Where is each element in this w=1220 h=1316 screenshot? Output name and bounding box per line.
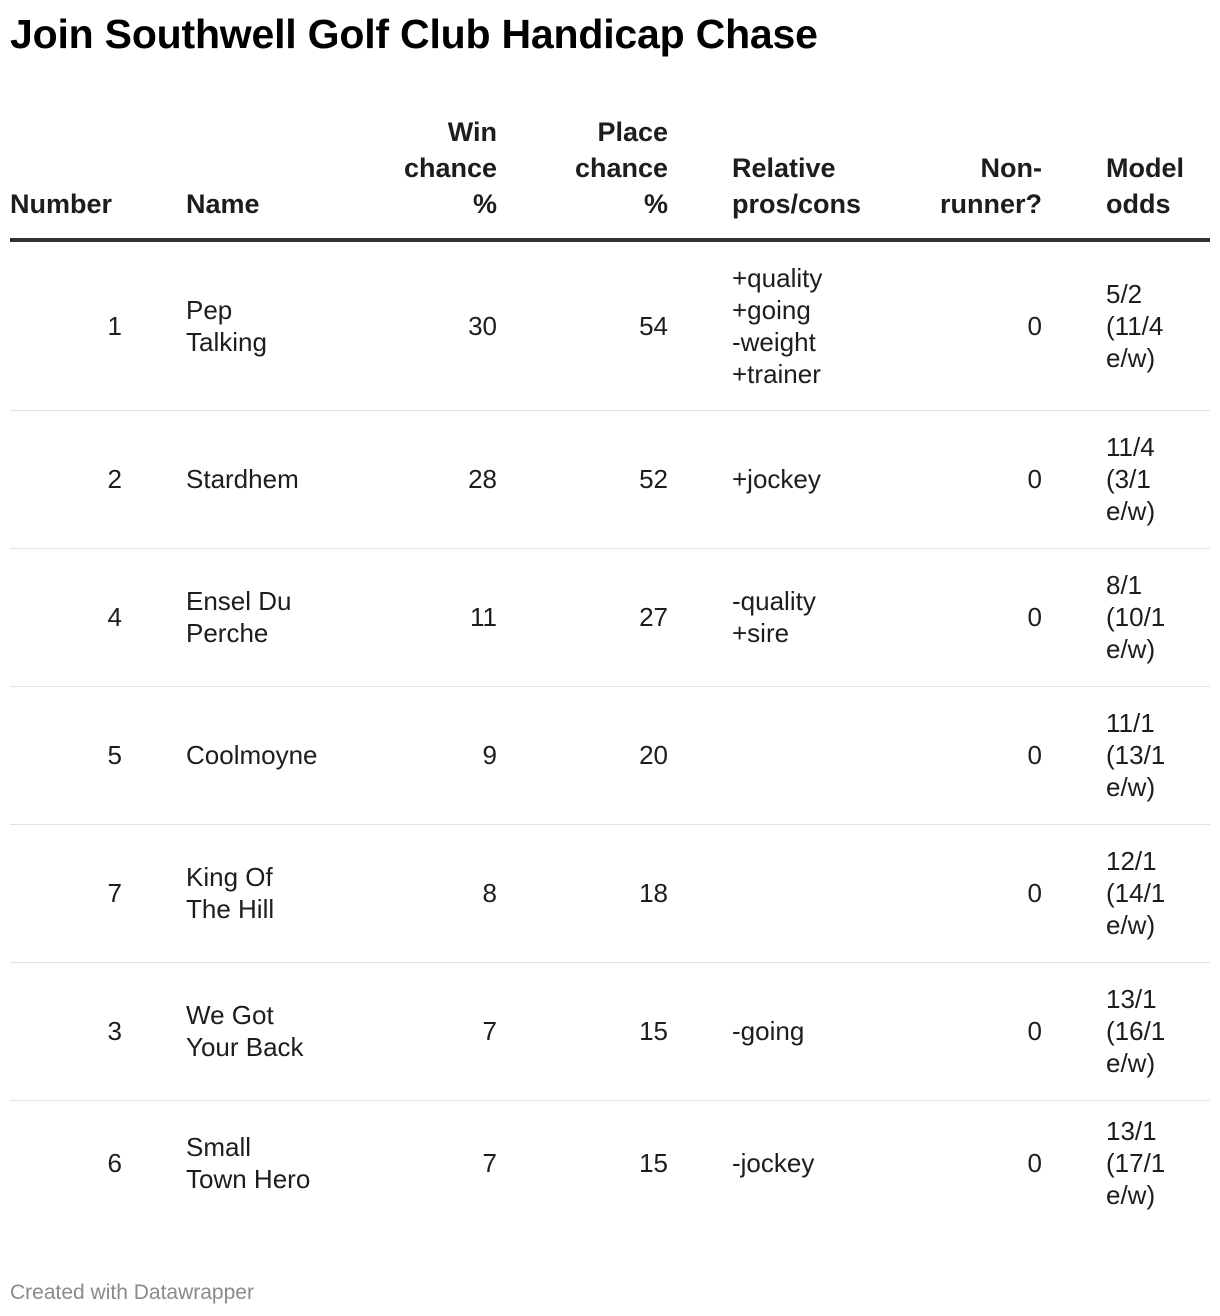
cell-pros-cons [732, 824, 915, 962]
cell-pros-cons: -going [732, 962, 915, 1100]
cell-non-runner: 0 [915, 240, 1042, 410]
chart-title: Join Southwell Golf Club Handicap Chase [10, 11, 818, 57]
cell-number: 1 [10, 240, 122, 410]
cell-pros-cons: -jockey [732, 1148, 815, 1179]
cell-place-chance: 54 [497, 240, 668, 410]
cell-pros-cons: +jockey [732, 410, 915, 548]
cell-spacer [1042, 240, 1106, 410]
header-spacer [1042, 114, 1106, 240]
cell-model-odds: 11/4 (3/1 e/w) [1106, 410, 1210, 548]
cell-model-odds: 12/1 (14/1 e/w) [1106, 824, 1210, 962]
cell-spacer [122, 686, 186, 824]
cell-spacer [122, 824, 186, 962]
header-non-runner[interactable]: Non- runner? [915, 114, 1042, 240]
header-row [10, 114, 1210, 240]
cell-place-chance: 52 [497, 410, 668, 548]
cell-spacer [122, 962, 186, 1100]
table-row [10, 962, 1210, 1100]
cell-name: We Got Your Back [186, 962, 336, 1100]
cell-name: Ensel Du Perche [186, 548, 336, 686]
cell-place-chance: 15 [497, 962, 668, 1100]
cell-number: 4 [10, 548, 122, 686]
cell-pros-cons [732, 686, 915, 824]
cell-spacer [1042, 686, 1106, 824]
cell-spacer [1042, 824, 1106, 962]
cell-model-odds: 13/1 (17/1 e/w) [1106, 1116, 1166, 1211]
cell-win-chance: 28 [336, 410, 497, 548]
cell-number: 7 [10, 824, 122, 962]
table-row [10, 410, 1210, 548]
cell-spacer [122, 410, 186, 548]
cell-spacer [668, 410, 732, 548]
cell-non-runner: 0 [915, 824, 1042, 962]
header-name[interactable]: Name [186, 114, 336, 240]
cell-win-chance: 7 [336, 962, 497, 1100]
table-row [10, 1100, 1210, 1226]
cell-spacer [1042, 962, 1106, 1100]
cell-non-runner: 0 [915, 962, 1042, 1100]
cell-place-chance: 20 [497, 686, 668, 824]
cell-win-chance: 9 [336, 686, 497, 824]
cell-pros-cons: +quality +going -weight +trainer [732, 240, 915, 410]
runners-table [10, 114, 1210, 1226]
cell-place-chance: 27 [497, 548, 668, 686]
cell-spacer [1042, 1100, 1106, 1226]
cell-non-runner: 0 [915, 410, 1042, 548]
cell-place-chance: 15 [639, 1148, 668, 1179]
cell-model-odds: 5/2 (11/4 e/w) [1106, 240, 1210, 410]
header-win-chance[interactable]: Win chance % [336, 114, 497, 240]
cell-name: Stardhem [186, 410, 336, 548]
table-row [10, 240, 1210, 410]
cell-spacer [122, 548, 186, 686]
cell-spacer [668, 548, 732, 686]
cell-win-chance: 8 [336, 824, 497, 962]
cell-number: 3 [10, 962, 122, 1100]
cell-non-runner: 0 [1027, 1148, 1042, 1179]
cell-spacer [122, 1100, 186, 1226]
cell-non-runner: 0 [915, 548, 1042, 686]
cell-model-odds: 8/1 (10/1 e/w) [1106, 548, 1210, 686]
cell-win-chance: 11 [336, 548, 497, 686]
cell-name: King Of The Hill [186, 824, 336, 962]
cell-number: 2 [10, 410, 122, 548]
table-row [10, 824, 1210, 962]
cell-spacer [122, 240, 186, 410]
header-spacer [122, 114, 186, 240]
cell-spacer [668, 824, 732, 962]
cell-spacer [1042, 410, 1106, 548]
cell-model-odds: 13/1 (16/1 e/w) [1106, 962, 1210, 1100]
cell-non-runner: 0 [915, 686, 1042, 824]
cell-spacer [668, 240, 732, 410]
cell-spacer [1042, 548, 1106, 686]
table-body [10, 240, 1210, 1226]
footer-credit: Created with Datawrapper [10, 1281, 254, 1304]
cell-name: Pep Talking [186, 240, 336, 410]
cell-pros-cons: -quality +sire [732, 548, 915, 686]
cell-spacer [668, 962, 732, 1100]
cell-model-odds: 11/1 (13/1 e/w) [1106, 686, 1210, 824]
cell-spacer [668, 1100, 732, 1226]
cell-win-chance: 30 [336, 240, 497, 410]
cell-spacer [668, 686, 732, 824]
header-place-chance[interactable]: Place chance % [497, 114, 668, 240]
cell-win-chance: 7 [482, 1148, 497, 1179]
table-row [10, 548, 1210, 686]
header-spacer [668, 114, 732, 240]
header-model-odds[interactable]: Model odds [1106, 114, 1210, 240]
header-pros-cons[interactable]: Relative pros/cons [732, 114, 915, 240]
table-row [10, 686, 1210, 824]
cell-name: Small Town Hero [186, 1132, 311, 1195]
cell-number: 6 [107, 1148, 122, 1179]
header-number[interactable]: Number [10, 114, 122, 240]
cell-place-chance: 18 [497, 824, 668, 962]
cell-name: Coolmoyne [186, 686, 336, 824]
cell-number: 5 [10, 686, 122, 824]
